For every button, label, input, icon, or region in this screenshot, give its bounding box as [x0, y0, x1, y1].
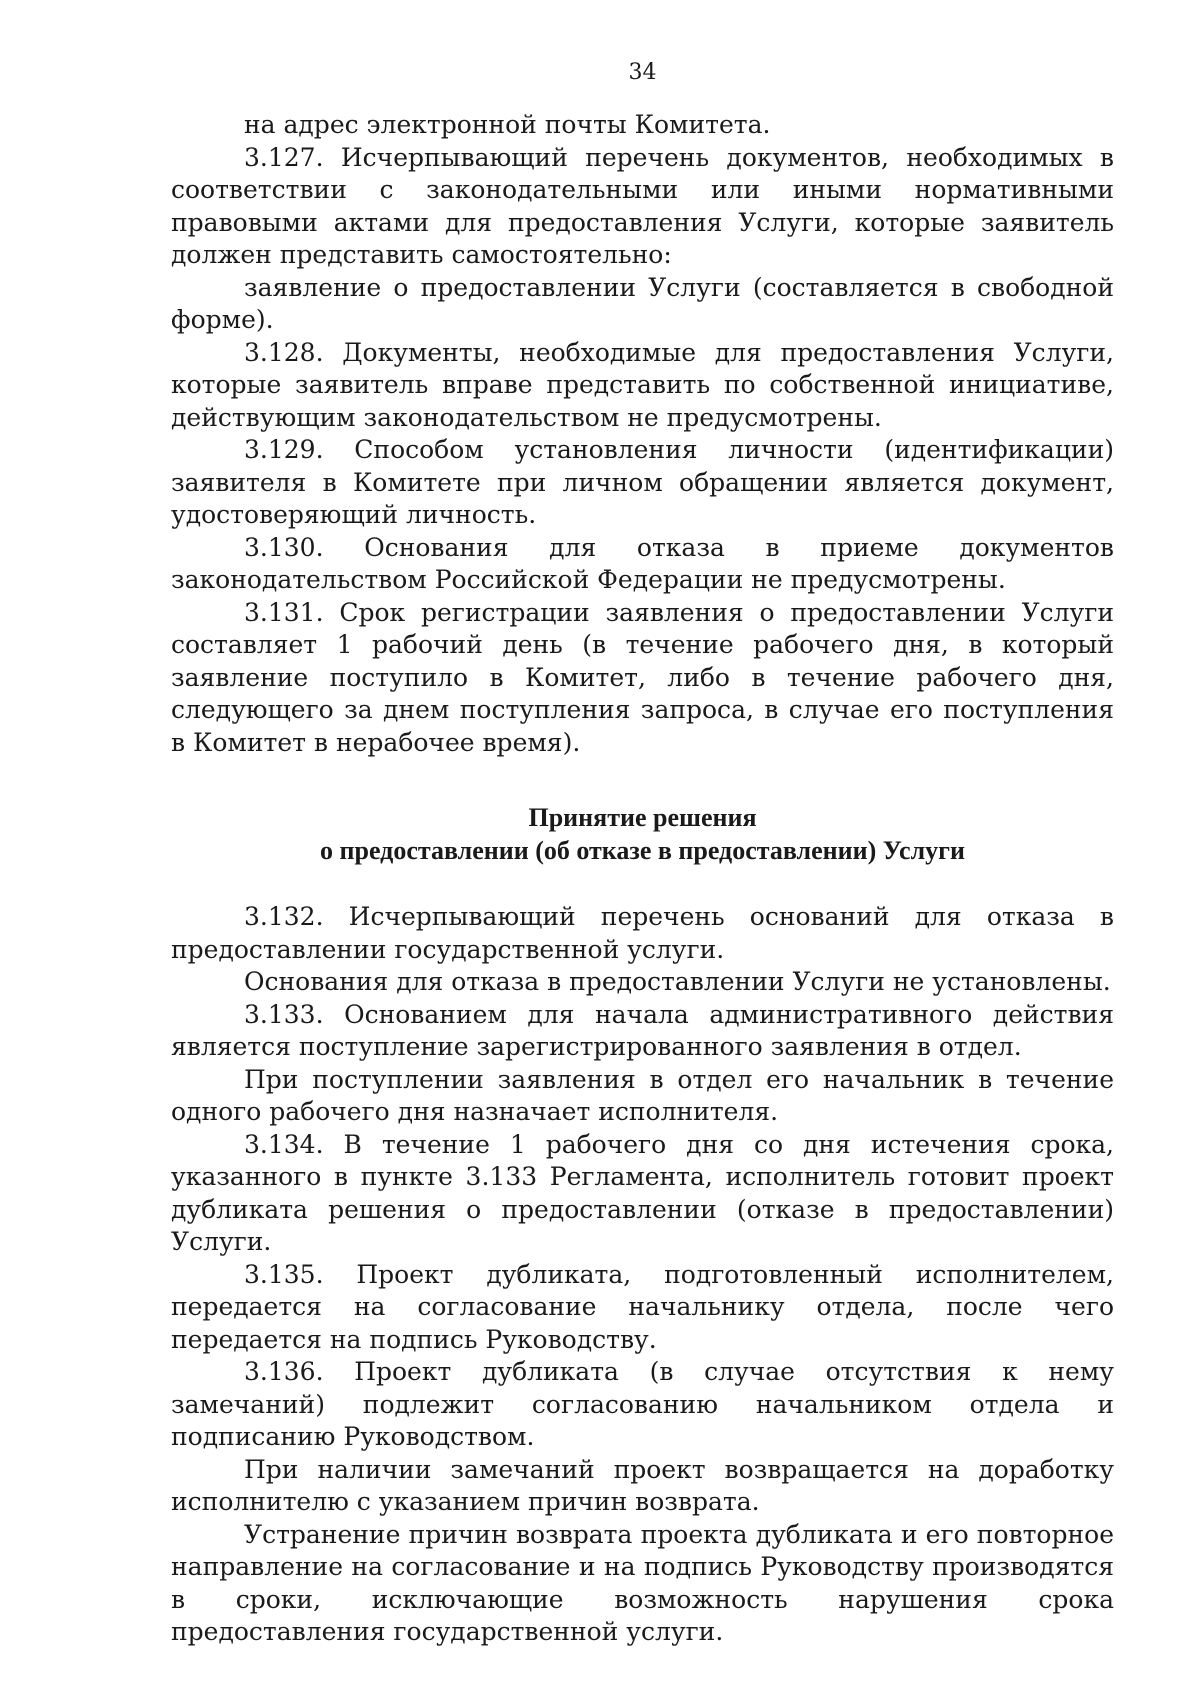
paragraph-3-128: 3.128. Документы, необходимые для предоставления Услуги, которые заявитель вправе представить по собственной инициативе, действующим законодательством не предусмотрены.: [171, 337, 1114, 432]
paragraph: заявление о предоставлении Услуги (составляется в свободной форме).: [171, 272, 1114, 334]
paragraph: Устранение причин возврата проекта дубликата и его повторное направление на согласование и на подпись Руководству производятся в сроки, исключающие возможность нарушения срока предоставления государственной услуги.: [171, 1519, 1114, 1646]
paragraph: При поступлении заявления в отдел его начальник в течение одного рабочего дня назначает исполнителя.: [171, 1064, 1114, 1126]
paragraph-3-135: 3.135. Проект дубликата, подготовленный исполнителем, передается на согласование начальнику отдела, после чего передается на подпись Руководству.: [171, 1259, 1114, 1354]
paragraph-3-127: 3.127. Исчерпывающий перечень документов, необходимых в соответствии с законодательными или иными нормативными правовыми актами для предоставления Услуги, которые заявитель должен представить самостоятельно:: [171, 142, 1114, 269]
paragraph-3-129: 3.129. Способом установления личности (идентификации) заявителя в Комитете при личном обращении является документ, удостоверяющий личность.: [171, 435, 1114, 529]
paragraph-3-134: 3.134. В течение 1 рабочего дня со дня истечения срока, указанного в пункте 3.133 Регламента, исполнитель готовит проект дубликата решения о предоставлении (отказе в предоставлении) Услуги.: [171, 1129, 1114, 1256]
paragraph-3-130: 3.130. Основания для отказа в приеме документов законодательством Российской Федерации не предусмотрены.: [171, 532, 1114, 594]
section-heading: [171, 802, 1114, 867]
page-number: 34: [628, 60, 657, 85]
document-body: [171, 109, 1114, 1649]
paragraph-3-133: 3.133. Основанием для начала административного действия является поступление зарегистрированного заявления в отдел.: [171, 999, 1114, 1061]
paragraph: на адрес электронной почты Комитета.: [244, 110, 771, 139]
paragraph-3-136: 3.136. Проект дубликата (в случае отсутствия к нему замечаний) подлежит согласованию начальником отдела и подписанию Руководством.: [171, 1357, 1114, 1451]
section-heading-line-2: о предоставлении (об отказе в предоставлении) Услуги: [320, 835, 965, 865]
paragraph: Основания для отказа в предоставлении Услуги не установлены.: [244, 967, 1111, 996]
section-heading-line-1: Принятие решения: [528, 803, 757, 832]
paragraph-3-132: 3.132. Исчерпывающий перечень оснований для отказа в предоставлении государственной услуги.: [171, 902, 1114, 964]
paragraph: При наличии замечаний проект возвращается на доработку исполнителю с указанием причин возврата.: [171, 1454, 1114, 1516]
paragraph-3-131: 3.131. Срок регистрации заявления о предоставлении Услуги составляет 1 рабочий день (в течение рабочего дня, в который заявление поступило в Комитет, либо в течение рабочего дня, следующего за днем поступления запроса, в случае его поступления в Комитет в нерабочее время).: [171, 597, 1114, 757]
